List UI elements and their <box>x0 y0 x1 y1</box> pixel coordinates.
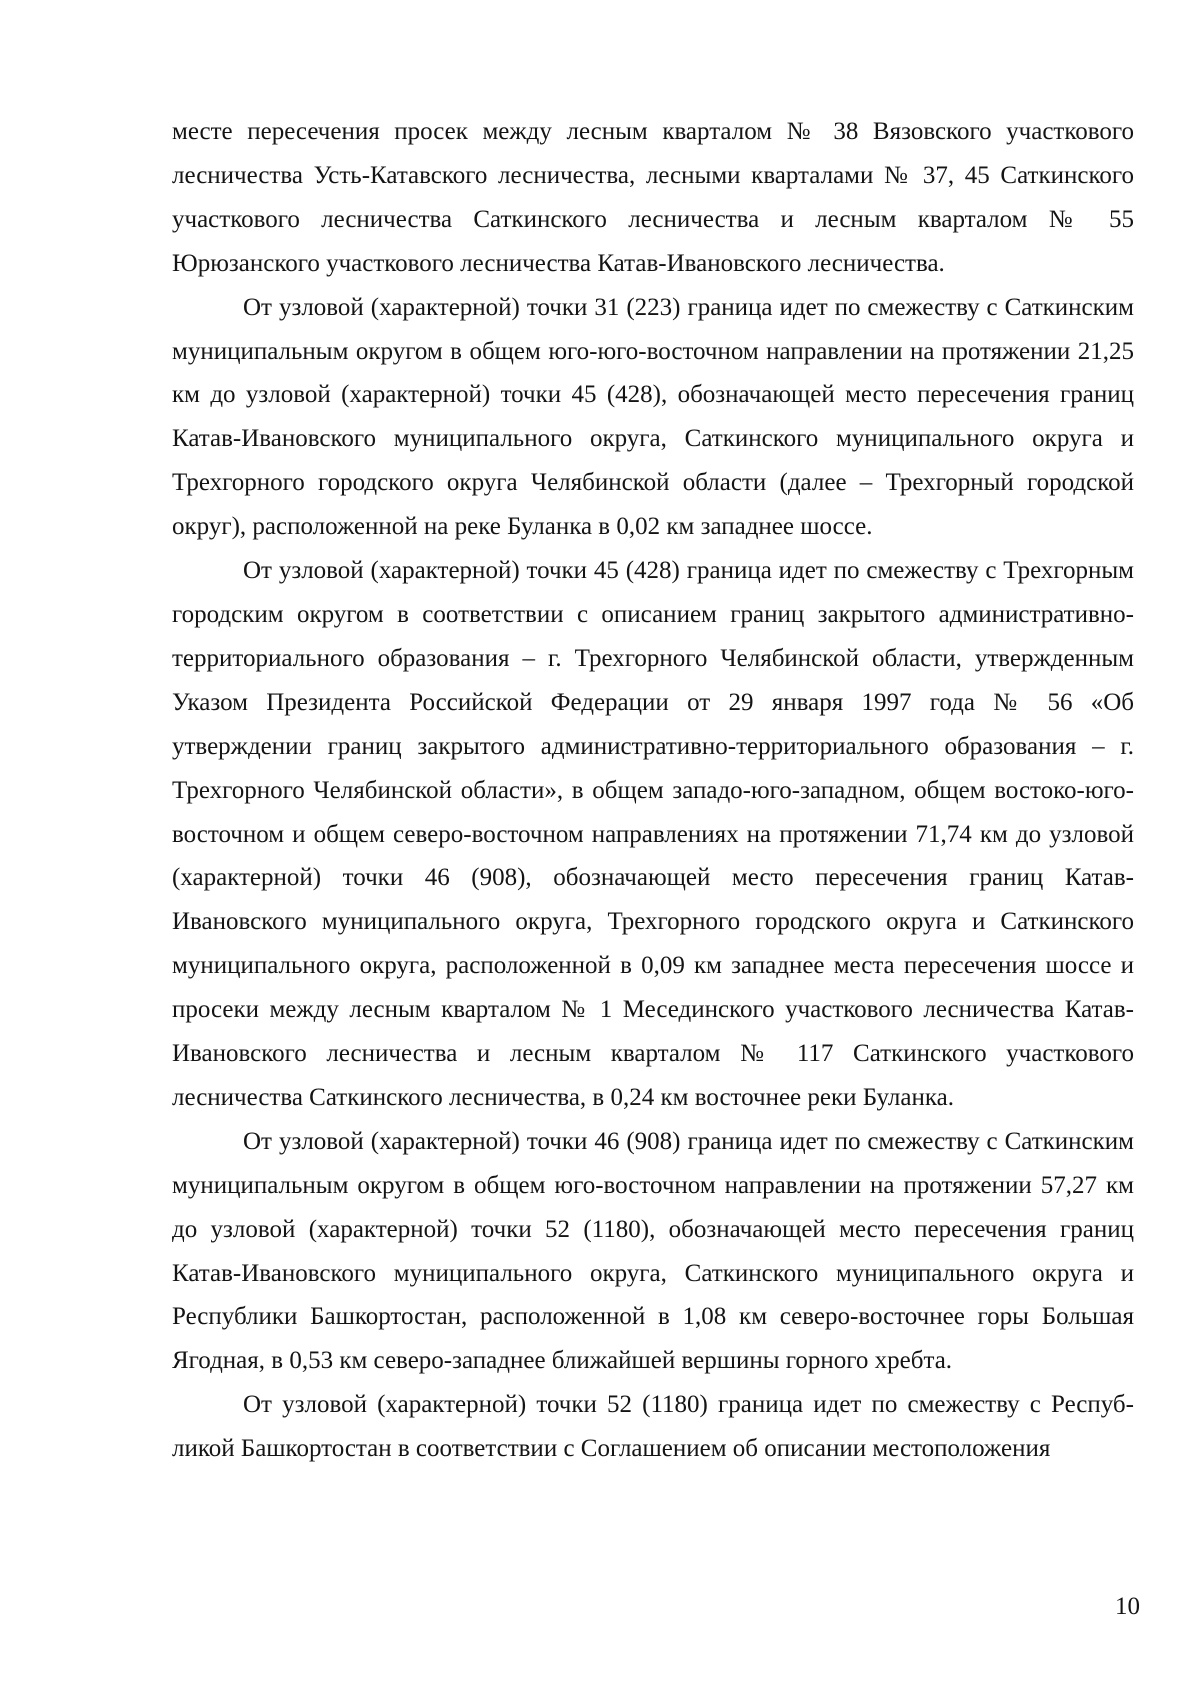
paragraph-point-46-to-52: От узловой (характерной) точки 46 (908) граница идет по смежеству с Саткинским муниципальным округом в общем юго-восточном направлении на протяжении 57,27 км до узловой (характерной) точки 52 (1180), обозначающей место пересечения границ Катав-Ивановского муниципального округа, Саткинского муниципального округа и Республики Башкортостан, расположенной в 1,08 км северо-восточнее горы Большая Ягодная, в 0,53 км северо-западнее ближайшей вершины горного хребта. <box>172 1127 1134 1375</box>
document-body <box>172 110 1134 1471</box>
page-number: 10 <box>1115 1593 1140 1620</box>
paragraph-point-45-to-46: От узловой (характерной) точки 45 (428) граница идет по смежеству с Трехгорным городским округом в соответствии с описанием границ закрытого административно-территориального образования – г. Трехгорного Челябинской области, утвержденным Указом Президента Российской Федерации от 29 января 1997 года № 56 «Об утверждении границ закрытого административно-территориального образования – г. Трехгорного Челябинской области», в общем западо-юго-западном, общем востоко-юго-восточном и общем северо-восточном направлениях на протяжении 71,74 км до узловой (характерной) точки 46 (908), обозначающей место пересечения границ Катав-Ивановского муниципального округа, Трехгорного городского округа и Саткинского муниципального округа, расположенной в 0,09 км западнее места пересечения шоссе и просеки между лесным кварталом № 1 Месединского участкового лесничества Катав-Ивановского лесничества и лесным кварталом № 117 Саткинского участкового лесничества Саткинского лесничества, в 0,24 км восточнее реки Буланка. <box>172 557 1134 1111</box>
paragraph-point-31-to-45: От узловой (характерной) точки 31 (223) граница идет по смежеству с Саткинским муниципальным округом в общем юго-юго-восточном направлении на протяжении 21,25 км до узловой (характерной) точки 45 (428), обозначающей место пересечения границ Катав-Ивановского муниципального округа, Саткинского муниципального округа и Трехгорного городского округа Челябинской области (далее – Трехгорный городской округ), расположенной на реке Буланка в 0,02 км западнее шоссе. <box>172 293 1134 541</box>
paragraph-point-52-onward: От узловой (характерной) точки 52 (1180) граница идет по смежеству с Республикой Башкортостан в соответствии с Соглашением об описании местоположения <box>172 1391 1134 1463</box>
paragraph-continuation: месте пересечения просек между лесным кварталом № 38 Вязовского участкового лесничества Усть-Катавского лесничества, лесными кварталами № 37, 45 Саткинского участкового лесничества Саткинского лесничества и лесным кварталом № 55 Юрюзанского участкового лесничества Катав-Ивановского лесничества. <box>172 118 1134 277</box>
